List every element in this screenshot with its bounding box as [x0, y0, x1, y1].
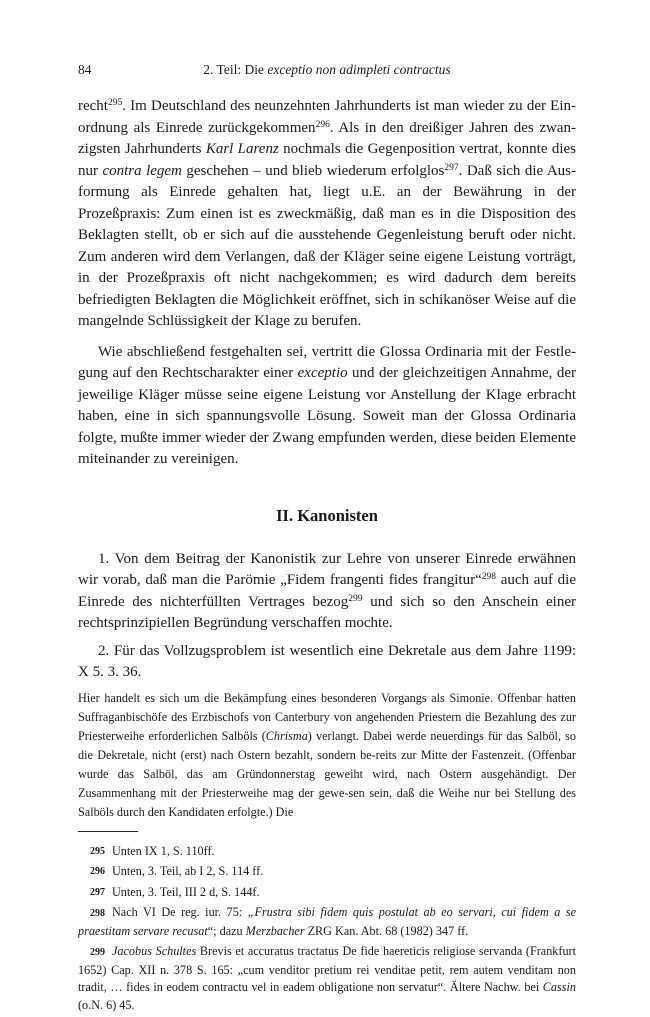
text-run: . Als in den dreißiger Jahren des zwan-zigsten Jahrhunderts	[78, 119, 577, 157]
footnote-number: 299	[90, 947, 105, 958]
latin-term: exceptio	[297, 365, 348, 381]
paragraph-1	[78, 96, 576, 333]
text-run: nochmals die Gegenposition vertrat, konnte dies nur	[78, 141, 576, 179]
footnote-ref: 296	[315, 119, 330, 130]
text-run: . Daß sich die Aus-formung als Einrede gehalten hat, liegt u.E. an der Bewährung in der Prozeßpraxis: Zum einen ist es zweckmäßig, daß man es in die Disposition des Beklagten stellt, ob er sich auf die ausstehende Gegenleistung beruft oder nicht. Zum anderen wird dem Verlangen, daß der Kläger seine eigene Leistung vorträgt, in der Prozeßpraxis oft nicht nachgekommen; es wird dadurch dem bereits befriedigten Beklagten die Möglichkeit eröffnet, sich in schikanöser Weise auf die mangelnde Schlüssigkeit der Klage zu berufen.	[78, 162, 576, 329]
text-run: . Im Deutschland des neunzehnten Jahrhunderts ist man wieder zu der Ein-ordnung als Einrede zurückgekommen	[78, 98, 576, 136]
text-run: ) verlangt. Dabei werde neuerdings für das Salböl, so die Dekretale, nicht (erst) nach Ostern bezahlt, sondern be-reits zur Mitte der Fastenzeit. (Offenbar wurde das Salböl, das am Gründonnerstag geweiht wird, nach Ostern ausgehändigt. Der Zusammenhang mit der Priesterweihe mag der gewe-sen sein, daß die Weihe nur bei Stellung des Salböls durch den Kandidaten erfolgte.) Die	[78, 728, 576, 819]
text-run: geschehen – und blieb wiederum erfolglos	[181, 162, 445, 179]
page-number: 84	[78, 62, 92, 77]
footnote-298	[78, 904, 576, 940]
author-name: Jacobus Schultes	[112, 944, 197, 958]
paragraph-5-small	[78, 689, 576, 822]
page-header	[78, 62, 576, 82]
section-heading: II. Kanonisten	[276, 505, 378, 525]
latin-term: contra legem	[102, 162, 182, 179]
footnote-ref: 295	[107, 98, 123, 108]
footnote-296	[78, 863, 576, 881]
footnote-ref: 299	[348, 593, 363, 604]
running-head-part: 2. Teil: Die	[203, 62, 268, 77]
footnote-number: 297	[90, 886, 105, 898]
running-head	[78, 62, 576, 78]
text-run: auch auf die Einrede des nichterfüllten Vertrages bezog	[78, 572, 577, 610]
footnote-number: 295	[90, 845, 105, 857]
author-name: Karl Larenz	[205, 141, 279, 157]
footnote-text: Unten IX 1, S. 110ff.	[112, 843, 215, 858]
text-run: Wie abschließend festgehalten sei, vertritt die Glossa Ordinaria mit der Festle-gung auf den Rechtscharakter einer	[78, 343, 576, 381]
footnote-text: Unten, 3. Teil, ab I 2, S. 114 ff.	[112, 864, 264, 878]
footnote-divider	[78, 831, 138, 832]
latin-term: Chrisma	[265, 728, 308, 743]
footnote-295	[78, 843, 576, 861]
footnote-299	[78, 943, 576, 1014]
footnote-number: 298	[90, 908, 105, 919]
text-run: recht	[78, 98, 108, 114]
footnote-text: Unten, 3. Teil, III 2 d, S. 144f.	[112, 884, 260, 899]
paragraph-3	[78, 549, 576, 635]
latin-quote: „Frustra sibi fidem quis postulat ab eo servari, cui fidem a se praestitam servare recusat	[78, 905, 576, 938]
paragraph-4: 2. Für das Vollzugsproblem ist wesentlich eine Dekretale aus dem Jahre 1199: X 5. 3. 36.	[78, 642, 576, 680]
text-run: und der gleichzeitigen Annahme, der jeweilige Kläger müsse seine eigene Leistung vor Anstellung der Klage erbracht haben, eine in sich spannungsvolle Lösung. Soweit man der Glossa Ordinaria folgte, mußte immer wieder der Zwang empfunden werden, diese beiden Elemente miteinander zu vereinigen.	[78, 365, 577, 467]
text-run: und sich so den Anschein einer rechtsprinzipiellen Begründung verschaffen mochte.	[78, 593, 577, 631]
page-body	[78, 96, 576, 1017]
footnote-297	[78, 884, 576, 902]
author-name: Merzbacher	[245, 923, 305, 938]
footnote-ref: 297	[444, 162, 459, 173]
paragraph-2	[78, 342, 576, 471]
author-name: Cassin	[542, 980, 576, 994]
text-run: (o.N. 6) 45.	[78, 997, 135, 1012]
text-run: 1. Von dem Beitrag der Kanonistik zur Lehre von unserer Einrede erwähnen wir vorab, daß man die Parömie „Fidem frangenti fides frangitur“	[78, 550, 576, 588]
text-run: ZRG Kan. Abt. 68 (1982) 347 ff.	[304, 923, 469, 938]
text-run: Brevis et accuratus tractatus De fide haereticis religiose servanda (Frankfurt 1652) Cap. XII n. 378 S. 165: „cum venditor pretium rei venditae petit, rem autem venditam non tradit, … fides in eodem contractu vel in eadem obligatione non servatur“. Ältere Nachw. bei	[78, 944, 576, 994]
running-head-title: exceptio non adimpleti contractus	[267, 62, 451, 77]
text-run: “; dazu	[207, 923, 246, 938]
footnote-ref: 298	[481, 572, 496, 582]
footnote-number: 296	[90, 866, 105, 877]
text-run: Nach VI De reg. iur. 75:	[112, 905, 248, 919]
text-run: Hier handelt es sich um die Bekämpfung eines besonderen Vorgangs als Simonie. Offenbar hatten Suffraganbischöfe des Erzbischofs von Canterbury von angehenden Priestern die Bezahlung des zur Priesterweihe erforderlichen Salböls (	[78, 690, 576, 743]
